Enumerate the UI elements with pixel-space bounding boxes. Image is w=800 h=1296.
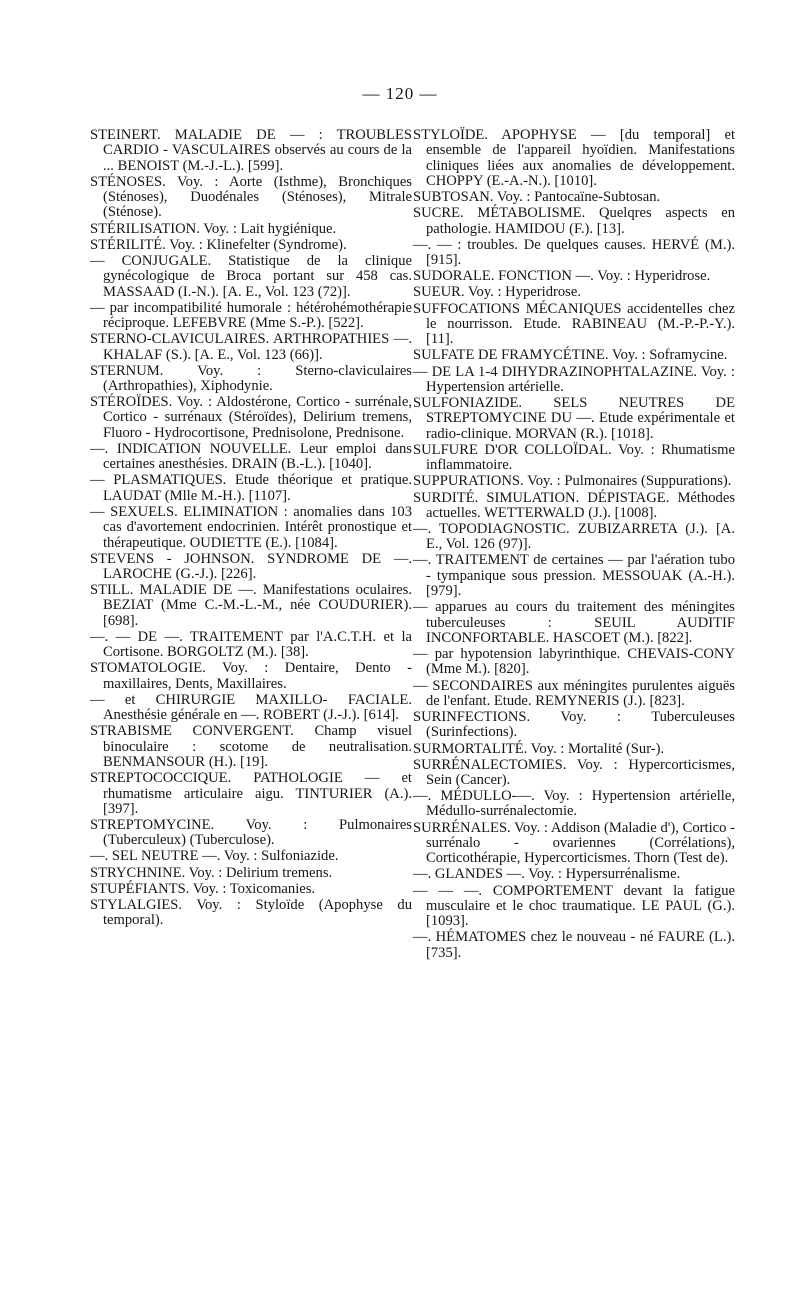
index-entry: STOMATOLOGIE. Voy. : Dentaire, Dento - maxillaires, Dents, Maxillaires. xyxy=(90,660,412,692)
index-entry: —. — : troubles. De quelques causes. HERVÉ (M.). [915]. xyxy=(413,236,735,269)
index-entry: STYLALGIES. Voy. : Styloïde (Apophyse du temporal). xyxy=(90,897,412,929)
index-entry: — par incompatibilité humorale : hétérohémothérapie réciproque. LEFEBVRE (Mme S.-P.). [522]. xyxy=(90,299,412,332)
index-entry: SUCRE. MÉTABOLISME. Quelqres aspects en pathologie. HAMIDOU (F.). [13]. xyxy=(413,205,735,237)
index-column-right xyxy=(413,128,735,962)
index-entry: SULFATE DE FRAMYCÉTINE. Voy. : Soframycine. xyxy=(413,347,728,364)
index-entry: — SEXUELS. ELIMINATION : anomalies dans 103 cas d'avortement endocrinien. Intérêt pronostique et thérapeutique. OUDIETTE (E.). [1084]. xyxy=(90,503,412,551)
index-entry: —. GLANDES —. Voy. : Hypersurrénalisme. xyxy=(413,866,681,883)
index-entry: — apparues au cours du traitement des méningites tuberculeuses : SEUIL AUDITIF INCONFORTABLE. HASCOET (M.). [822]. xyxy=(413,599,735,646)
index-entry: SUBTOSAN. Voy. : Pantocaïne-Subtosan. xyxy=(413,189,661,206)
index-entry: SULFONIAZIDE. SELS NEUTRES DE STREPTOMYCINE DU —. Etude expérimentale et radio-clinique. MORVAN (R.). [1018]. xyxy=(413,395,735,442)
index-entry: —. TRAITEMENT de certaines — par l'aération tubo - tympanique sous pression. MESSOUAK (A.-H.). [979]. xyxy=(413,552,735,600)
index-entry: STILL. MALADIE DE —. Manifestations oculaires. BEZIAT (Mme C.-M.-L.-M., née COUDURIER). [698]. xyxy=(90,582,412,629)
index-entry: SULFURE D'OR COLLOÏDAL. Voy. : Rhumatisme inflammatoire. xyxy=(413,441,735,474)
index-entry: — DE LA 1-4 DIHYDRAZINOPHTALAZINE. Voy. : Hypertension artérielle. xyxy=(413,363,735,395)
index-entry: STÉRILISATION. Voy. : Lait hygiénique. xyxy=(90,220,337,237)
index-entry: SUEUR. Voy. : Hyperidrose. xyxy=(413,284,581,301)
index-entry: STREPTOCOCCIQUE. PATHOLOGIE — et rhumatisme articulaire aigu. TINTURIER (A.). [397]. xyxy=(90,770,412,817)
index-entry: STREPTOMYCINE. Voy. : Pulmonaires (Tuberculeux) (Tuberculose). xyxy=(90,816,412,849)
index-entry: — PLASMATIQUES. Etude théorique et pratique. LAUDAT (Mlle M.-H.). [1107]. xyxy=(90,472,412,504)
index-entry: — CONJUGALE. Statistique de la clinique gynécologique de Broca portant sur 458 cas. MASSAAD (I.-N.). [A. E., Vol. 123 (72)]. xyxy=(90,252,412,300)
index-entry: SURRÉNALECTOMIES. Voy. : Hypercorticismes, Sein (Cancer). xyxy=(413,756,735,788)
index-entry: SUPPURATIONS. Voy. : Pulmonaires (Suppurations). xyxy=(413,473,732,490)
index-entry: STÉNOSES. Voy. : Aorte (Isthme), Bronchiques (Sténoses), Duodénales (Sténoses), Mitrale (Sténose). xyxy=(90,173,412,221)
index-entry: STERNUM. Voy. : Sterno-claviculaires (Arthropathies), Xiphodynie. xyxy=(90,362,412,394)
index-entry: —. HÉMATOMES chez le nouveau - né FAURE (L.). [735]. xyxy=(413,929,735,961)
index-entry: STÉROÏDES. Voy. : Aldostérone, Cortico - surrénale, Cortico - surrénaux (Stéroïdes), Delirium tremens, Fluoro - Hydrocortisone, Prednisolone, Prednisone. xyxy=(90,394,412,441)
index-entry: —. SEL NEUTRE —. Voy. : Sulfoniazide. xyxy=(90,848,339,865)
index-entry: SURRÉNALES. Voy. : Addison (Maladie d'), Cortico - surrénalo - ovariennes (Corrélations), Corticothérapie, Hypercorticismes. Thorn (Test de). xyxy=(413,819,735,867)
index-entry: —. MÉDULLO-—. Voy. : Hypertension artérielle, Médullo-surrénalectomie. xyxy=(413,788,735,820)
index-entry: SURMORTALITÉ. Voy. : Mortalité (Sur-). xyxy=(413,740,665,757)
index-entry: STUPÉFIANTS. Voy. : Toxicomanies. xyxy=(90,880,316,897)
index-entry: STYLOÏDE. APOPHYSE — [du temporal] et ensemble de l'appareil hyoïdien. Manifestations cliniques liées aux anomalies de développement. CHOPPY (E.-A.-N.). [1010]. xyxy=(413,127,735,189)
index-entry: STEINERT. MALADIE DE — : TROUBLES CARDIO - VASCULAIRES observés au cours de la ... BENOIST (M.-J.-L.). [599]. xyxy=(90,127,412,174)
index-entry: SUFFOCATIONS MÉCANIQUES accidentelles chez le nourrisson. Etude. RABINEAU (M.-P.-P.-Y.). [11]. xyxy=(413,300,735,348)
index-entry: STÉRILITÉ. Voy. : Klinefelter (Syndrome). xyxy=(90,236,347,253)
index-entry: STERNO-CLAVICULAIRES. ARTHROPATHIES —. KHALAF (S.). [A. E., Vol. 123 (66)]. xyxy=(90,331,412,363)
page-number: — 120 — xyxy=(362,84,438,103)
index-column-left xyxy=(90,128,412,930)
index-entry: STRABISME CONVERGENT. Champ visuel binoculaire : scotome de neutralisation. BENMANSOUR (H.). [19]. xyxy=(90,723,412,771)
index-entry: SUDORALE. FONCTION —. Voy. : Hyperidrose. xyxy=(413,268,711,285)
index-entry: SURDITÉ. SIMULATION. DÉPISTAGE. Méthodes actuelles. WETTERWALD (J.). [1008]. xyxy=(413,489,735,521)
index-entry: STEVENS - JOHNSON. SYNDROME DE —. LAROCHE (G.-J.). [226]. xyxy=(90,550,412,582)
index-entry: —. — DE —. TRAITEMENT par l'A.C.T.H. et la Cortisone. BORGOLTZ (M.). [38]. xyxy=(90,628,412,661)
index-entry: —. INDICATION NOUVELLE. Leur emploi dans certaines anesthésies. DRAIN (B.-L.). [1040]. xyxy=(90,440,412,473)
index-entry: — SECONDAIRES aux méningites purulentes aiguës de l'enfant. Etude. REMYNERIS (J.). [823]. xyxy=(413,677,735,709)
index-entry: — et CHIRURGIE MAXILLO- FACIALE. Anesthésie générale en —. ROBERT (J.-J.). [614]. xyxy=(90,691,412,724)
index-entry: —. TOPODIAGNOSTIC. ZUBIZARRETA (J.). [A. E., Vol. 126 (97)]. xyxy=(413,521,735,553)
index-entry: — — —. COMPORTEMENT devant la fatigue musculaire et le choc traumatique. LE PAUL (G.). [1093]. xyxy=(413,882,735,930)
index-entry: — par hypotension labyrinthique. CHEVAIS-CONY (Mme M.). [820]. xyxy=(413,646,735,678)
index-entry: SURINFECTIONS. Voy. : Tuberculeuses (Surinfections). xyxy=(413,709,735,741)
index-entry: STRYCHNINE. Voy. : Delirium tremens. xyxy=(90,864,333,881)
